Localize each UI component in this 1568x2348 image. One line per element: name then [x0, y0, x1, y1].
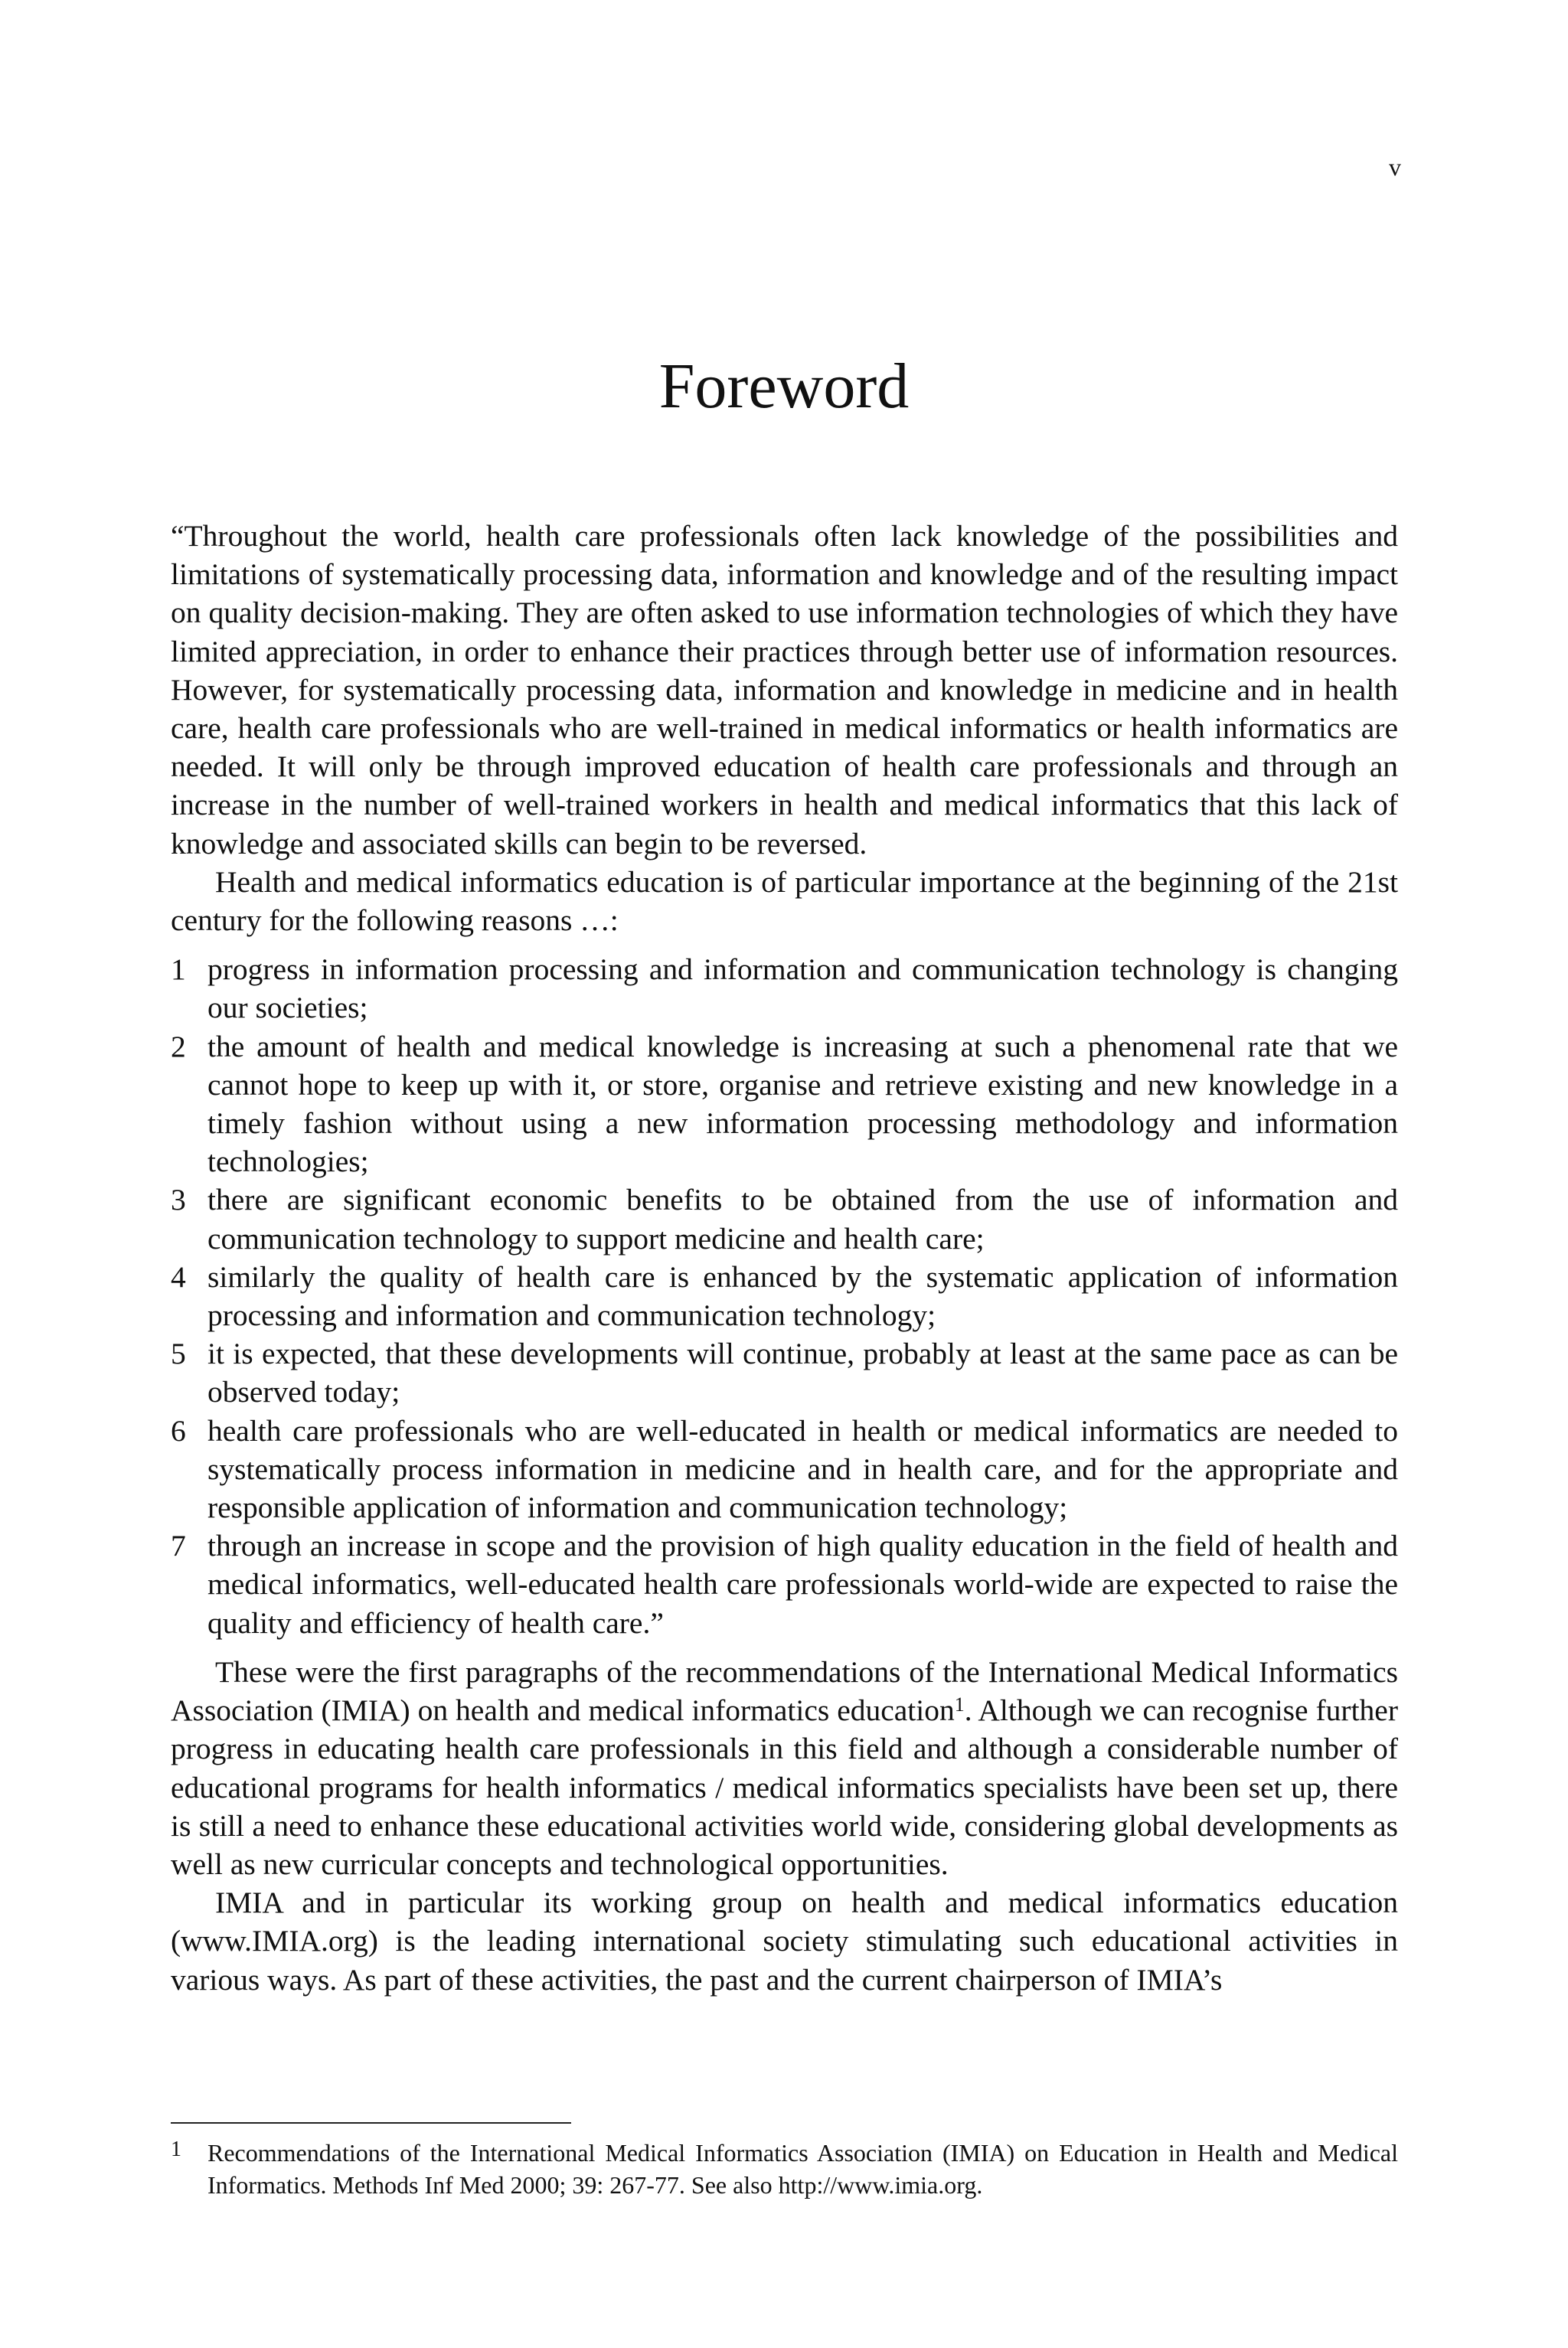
imia-paragraph: IMIA and in particular its working group on health and medical informatics education (www.IMIA.org) is the leading international society stimulating such educational activities in various ways. As part of these activities, the past and the current chairperson of IMIA’s [171, 1886, 1398, 1997]
paragraph-text: . Although we can recognise further progress in educating health care professionals in this field and although a considerable number of educational programs for health informatics / medical informatics specialists have been set up, there is still a need to enhance these educational activities world wide, considering global developments as well as new curricular concepts and technological opportunities. [171, 1693, 1398, 1881]
quote-paragraph: “Throughout the world, health care professionals often lack knowledge of the possibilities and limitations of systematically processing data, information and knowledge and of the resulting impact on quality decision-making. They are often asked to use information technologies of which they have limited appreciation, in order to enhance their practices through better use of information resources. However, for systematically processing data, information and knowledge in medicine and in health care, health care professionals who are well-trained in medical informatics or health informatics are needed. It will only be through improved education of health care professionals and through an increase in the number of well-trained workers in health and medical informatics that this lack of knowledge and associated skills can begin to be reversed. [171, 519, 1398, 860]
list-item [171, 1412, 1398, 1527]
list-item-text: it is expected, that these developments will continue, probably at least at the same pace as can be observed today; [207, 1337, 1398, 1409]
list-item [171, 1334, 1398, 1411]
list-item [171, 950, 1398, 1027]
footnote-reference[interactable]: 1 [954, 1693, 965, 1716]
list-item-text: health care professionals who are well-educated in health or medical informatics are needed to systematically process information in medicine and in health care, and for the appropriate and responsible application of information and communication technology; [207, 1413, 1398, 1525]
list-item-number: 2 [171, 1029, 186, 1063]
list-item [171, 1527, 1398, 1642]
footnote-divider [171, 2122, 571, 2124]
reasons-list [171, 950, 1398, 1642]
list-item-number: 3 [171, 1183, 186, 1217]
list-item-text: the amount of health and medical knowledge is increasing at such a phenomenal rate that we cannot hope to keep up with it, or store, organise and retrieve existing and new knowledge in a timely fashion without using a new information processing methodology and information technologies; [207, 1029, 1398, 1179]
list-item-number: 7 [171, 1529, 186, 1563]
recommendations-paragraph [171, 1653, 1398, 1883]
footnote-text: Recommendations of the International Medical Informatics Association (IMIA) on Education in Health and Medical Informatics. Methods Inf Med 2000; 39: 267-77. See also http://www.imia.org. [207, 2139, 1398, 2199]
page-number: v [1389, 153, 1401, 181]
list-item [171, 1027, 1398, 1181]
body-text [171, 517, 1398, 1999]
page-title: Foreword [658, 351, 910, 422]
paragraph-text: These were the first paragraphs of the recommendations of the International Medical Informatics Association (IMIA) on health and medical informatics education [171, 1654, 1398, 1728]
list-item-text: there are significant economic benefits to be obtained from the use of information and communication technology to support medicine and health care; [207, 1183, 1398, 1256]
list-item-number: 1 [171, 952, 186, 987]
footnote-mark: 1 [171, 2137, 181, 2161]
list-item-text: progress in information processing and information and communication technology is changing our societies; [207, 952, 1398, 1025]
footnote [171, 2137, 1398, 2201]
list-item-number: 5 [171, 1337, 186, 1371]
list-item-number: 4 [171, 1259, 186, 1294]
list-item-text: similarly the quality of health care is enhanced by the systematic application of information processing and information and communication technology; [207, 1259, 1398, 1333]
reasons-intro: Health and medical informatics education is of particular importance at the beginning of the 21st century for the following reasons …: [171, 864, 1398, 938]
list-item [171, 1258, 1398, 1334]
list-item [171, 1181, 1398, 1257]
list-item-text: through an increase in scope and the provision of high quality education in the field of health and medical informatics, well-educated health care professionals world-wide are expected to raise the quality and efficiency of health care.” [207, 1529, 1398, 1640]
list-item-number: 6 [171, 1413, 186, 1448]
